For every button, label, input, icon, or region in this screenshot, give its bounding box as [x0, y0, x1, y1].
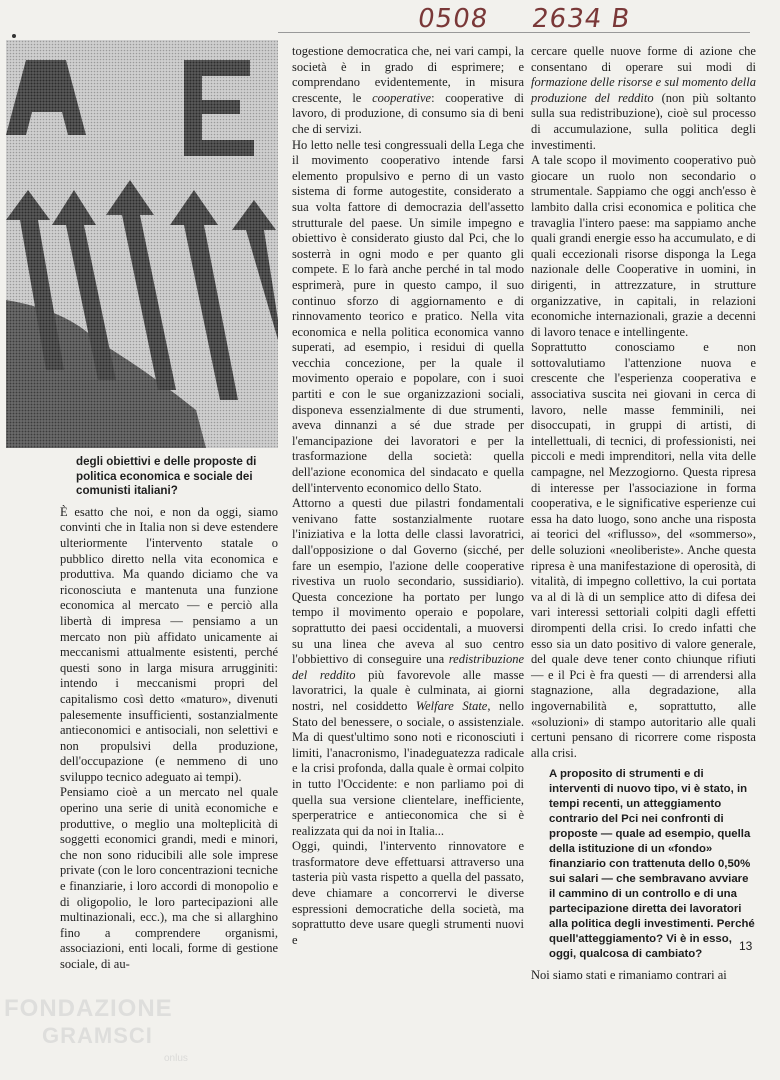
scan-speck: [12, 34, 16, 38]
text-run: Attorno a questi due pilastri fondamentali venivano fatte sostanzialmente ruotare l'iniziativa e la lotta delle classi lavoratrici, dall'opposizione o dal Governo (sicché, per fare un esempio, l'azione delle cooperative rivestiva un ruolo secondario, sussidiario). Questa concezione ha portato per lungo tempo il movimento operaio e popolare, soprattutto dei paesi occidentali, a muoversi su una linea che aveva al suo centro l'obbiettivo di conseguire una: [292, 496, 524, 667]
archive-ref-right: 2634 B: [529, 4, 633, 34]
text-run: (non più soltanto sulla sua redistribuzione), cioè sul processo di accumulazione, sulla politica degli investimenti.: [531, 90, 757, 152]
paragraph: [292, 496, 524, 839]
column-3: [531, 44, 756, 984]
emphasis: formazione delle risorse e sul momento della produzione del reddito: [531, 75, 756, 105]
lead-question: degli obiettivi e delle proposte di politica economica e sociale dei comunisti italiani?: [76, 455, 257, 498]
paragraph: [531, 44, 756, 153]
text-run: togestione democratica che, nei vari campi, la società è in grado di esprimere; e comprendano evidentemente, in misura crescente, le: [292, 44, 524, 105]
text-run: : cooperative di lavoro, di produzione, di consumo sia di beni che di servizi.: [292, 90, 524, 136]
poster-arrows-photo: [6, 40, 278, 448]
emphasis: Welfare State: [415, 698, 488, 713]
paragraph: A tale scopo il movimento cooperativo può giocare un ruolo non secondario o strumentale. Sappiamo che oggi anch'esso è lambito dalla crisi economica e politica che travaglia l'intero paese: ma sappiamo anche quali grandi energie esso ha accumulato, e di quali eccezionali risorse disponga la Lega nazionale delle Cooperative in uomini, in dirigenti, in attrezzature, in strutture organizzative, in capitali, in relazioni economiche internazionali, grazie a decenni di lavoro tenace e intellingente.: [531, 153, 756, 339]
text-run: più favorevole alle masse lavoratrici, la quale è culminata, ai giorni nostri, nel cosiddetto: [292, 667, 524, 713]
watermark-line-1: FONDAZIONE: [4, 995, 173, 1022]
archive-ref-left: 0508: [415, 4, 491, 34]
paragraph: È esatto che noi, e non da oggi, siamo convinti che in Italia non si deve estendere ulteriormente l'intervento statale o pubblico diretto nella vita economica e produttiva. Ma quando diciamo che va riconosciuta e mantenuta una funzione economica al mercato — e perciò alla libertà di impresa — pensiamo a un mercato non più affidato unicamente ai meccanismi attualmente esistenti, perché questi sono in larga misura arrugginiti: intendo i meccanismi propri del capitalismo così detto «maturo», divenuti palesemente insufficienti, sostanzialmente antieconomici e antisociali, non selettivi e non propulsivi della produzione, dell'occupazione (e nemmeno di uno sviluppo tecnico adeguato ai tempi).: [60, 504, 278, 784]
paragraph: Soprattutto conosciamo e non sottovalutiamo l'attenzione nuova e crescente che l'esperienza cooperativa e associativa suscita nei giovani in cerca di lavoro, nelle masse femminili, nei disoccupati, in gruppi di artisti, di intellettuali, di tecnici, di professionisti, nei piccoli e medi imprenditori, nella vita delle campagne, nel Mezzogiorno. Questa ripresa di interesse per l'associazione in forma cooperativa, e le significative esperienze cui essa ha dato luogo, sono anche una risposta ai teorici del «riflusso», del «sommerso», delle soluzioni «neoliberiste». Anche questa ripresa è una manifestazione di operosità, di vitalità, di impegno collettivo, la cui portata va al di là di un semplice atto di difesa dei vari interessi settoriali colpiti dagli effetti dirompenti della crisi. Io credo infatti che esso sia un dato positivo di valore generale, del quale deve tener conto chiunque rifiuti — e il Pci è fra questi — di arrendersi alla stagnazione, alla degradazione, alla ingovernabilità e, soprattutto, alle «soluzioni» di stampo autoritario alle quali certuni pensano di ricorrere come risposta alla crisi.: [531, 340, 756, 760]
paragraph: Ho letto nelle tesi congressuali della Lega che il movimento cooperativo intende farsi elemento propulsivo e perno di un vasto sistema di forme autogestite, considerato a sua volta fattore di democrazia dell'assetto strutturale del paese. Un simile impegno e obiettivo è considerato giusto dal Pci, che lo sosterrà in ogni modo e per quanto gli compete. E lo farà anche perché in tal modo esprimerà, pure in questo campo, il suo continuo sforzo di aggiornamento e di rinnovamento teorico e pratico. Nella vita economica e nella politica economica vanno superati, ad esempio, i residui di quella vecchia concezione, per la quale il movimento operaio e popolare, con i suoi partiti e con le sue organizzazioni sociali, disponeva essenzialmente di due strumenti, aveva dinnanzi a sé due strade per l'emancipazione dei lavoratori e per la trasformazione della società: quella dell'azione economica del sindacato e quella dell'intervento economico dello Stato.: [292, 137, 524, 495]
watermark-line-3: onlus: [164, 1053, 188, 1064]
paragraph: Noi siamo stati e rimaniamo contrari ai: [531, 968, 727, 983]
watermark-logo: [4, 995, 224, 1064]
text-run: , nello Stato del benessere, o sociale, o assistenziale. Ma di quest'ultimo sono noti e riconosciuti i limiti, l'anacronismo, l'inadeguatezza radicale e la crisi profonda, dalla quale è ormai colpito in tutto l'Occidente: e non parliamo poi di quella sua versione clientelare, inefficiente, sperperatrice e antieconomica che si è realizzata qui da noi in Italia...: [292, 698, 525, 838]
paragraph: Oggi, quindi, l'intervento rinnovatore e trasformatore deve effettuarsi attraverso una tasteria più vasta rispetto a quella del passato, deve chiamare a concorrervi le diverse espressioni democratiche della società, ma soprattutto deve usare quegli strumenti nuovi e: [292, 839, 524, 947]
page-number: 13: [739, 939, 753, 953]
text-run: cercare quelle nuove forme di azione che consentano di operare sui modi di: [531, 44, 756, 74]
top-rule: [278, 32, 750, 33]
paragraph: Pensiamo cioè a un mercato nel quale operino una serie di unità economiche e produttive, o meglio una molteplicità di soggetti economici grandi, medi e minori, che non sono riducibili alle sole imprese private (con le loro concentrazioni tecniche e finanziarie, i loro accordi di monopolio e di oligopolio, le loro partecipazioni alle multinazionali, ecc.), ma che si allarghino fino a comprendere organismi, associazioni, enti locali, forme di gestione sociale, di au-: [60, 785, 278, 971]
photo-svg: [6, 40, 278, 448]
paragraph: [292, 44, 524, 138]
watermark-line-2: GRAMSCI: [42, 1023, 153, 1048]
emphasis: redistribuzione del reddito: [292, 652, 524, 682]
emphasis: cooperative: [372, 90, 432, 105]
interview-question: A proposito di strumenti e di interventi di nuovo tipo, vi è stato, in tempi recenti, un atteggiamento contrario del Pci nei confronti di proposte — quale ad esempio, quella della istituzione di un «fondo» finanziario con trattenuta dello 0,50% sui salari — che sembravano avviare il cammino di un controllo e di una partecipazione diretta dei lavoratori alla politica degli investimenti. Perché quell'atteggiamento? Vi è in esso, oggi, qualcosa di cambiato?: [549, 768, 755, 961]
column-2: [292, 44, 524, 948]
column-1: [60, 455, 278, 973]
